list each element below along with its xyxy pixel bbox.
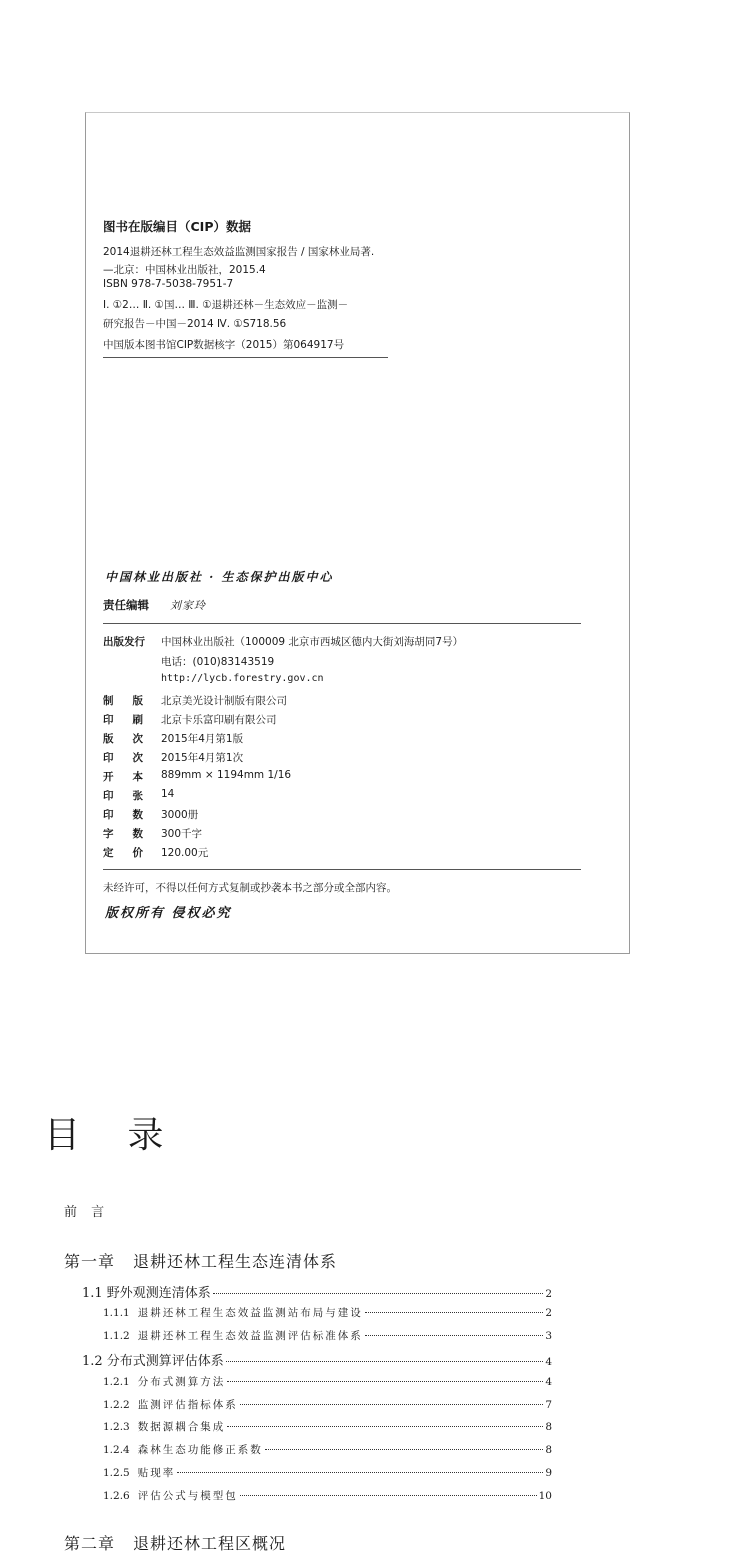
toc-entry[interactable] [103,1442,552,1457]
cip-line: —北京：中国林业出版社，2015.4 [103,264,266,276]
toc-entry[interactable] [103,1305,552,1320]
dot-leader [226,1361,544,1362]
entry-title: 数据源耦合集成 [137,1421,226,1433]
entry-title: 评估公式与模型包 [137,1490,238,1502]
chapter-number: 第一章 [64,1252,116,1271]
spec-value: 2015年4月第1版 [161,733,244,745]
toc-entry[interactable] [103,1328,552,1343]
spec-value: 北京美光设计制版有限公司 [161,695,287,707]
dot-leader [240,1404,544,1405]
dot-leader [365,1335,544,1336]
entry-number: 1.2.3 [103,1421,130,1433]
toc-entry[interactable] [103,1397,552,1412]
toc-entry[interactable] [82,1282,552,1301]
entry-page: 2 [545,1288,552,1300]
toc-chapter[interactable] [64,1249,337,1272]
entry-number: 1.2.5 [103,1467,130,1479]
dot-leader [213,1293,544,1294]
publishing-center-name: 中国林业出版社 · 生态保护出版中心 [105,570,334,584]
spec-label: 定价 [103,847,162,859]
dot-leader [227,1426,543,1427]
entry-number: 1.1 [82,1286,103,1301]
toc-entry[interactable] [103,1419,552,1434]
entry-title: 野外观测连清体系 [106,1286,211,1301]
entry-page: 9 [545,1467,552,1479]
toc-preface[interactable]: 前 言 [64,1205,110,1220]
entry-number: 1.2.6 [103,1490,130,1502]
entry-page: 4 [545,1376,552,1388]
cip-line: 研究报告－中国－2014 Ⅳ. ①S718.56 [103,318,287,330]
spec-value: 2015年4月第1次 [161,752,244,764]
toc-entry[interactable] [103,1465,552,1480]
chapter-title: 退耕还林工程区概况 [133,1534,287,1553]
entry-page: 8 [545,1444,552,1456]
cip-line: Ⅰ. ①2… Ⅱ. ①国… Ⅲ. ①退耕还林－生态效应－监测－ [103,299,349,311]
specs-top-divider [103,623,581,624]
toc-entry[interactable] [103,1374,552,1389]
spec-value: 14 [161,788,175,800]
cip-heading: 图书在版编目（CIP）数据 [103,219,251,234]
entry-page: 2 [545,1307,552,1319]
spec-value: 300千字 [161,828,203,840]
entry-title: 退耕还林工程生态效益监测评估标准体系 [137,1330,363,1342]
spec-label: 印刷 [103,714,162,726]
dot-leader [365,1312,544,1313]
chapter-title: 退耕还林工程生态连清体系 [133,1252,338,1271]
entry-page: 10 [538,1490,552,1502]
entry-title: 退耕还林工程生态效益监测站布局与建设 [137,1307,363,1319]
cip-line: ISBN 978-7-5038-7951-7 [103,278,234,290]
dot-leader [227,1381,543,1382]
dot-leader [240,1495,537,1496]
spec-value: 中国林业出版社（100009 北京市西城区德内大街刘海胡同7号） [161,636,464,648]
spec-value: 120.00元 [161,847,209,859]
chapter-number: 第二章 [64,1534,116,1553]
cip-line: 中国版本图书馆CIP数据核字（2015）第064917号 [103,339,345,351]
toc-heading: 目 录 [44,1115,182,1156]
entry-number: 1.2.1 [103,1376,130,1388]
dot-leader [177,1472,543,1473]
dot-leader [265,1449,544,1450]
specs-bottom-divider [103,869,581,870]
spec-label: 出版发行 [103,636,145,648]
entry-title: 分布式测算方法 [137,1376,226,1388]
editor-name: 刘家玲 [170,599,206,612]
spec-label: 印次 [103,752,162,764]
entry-number: 1.2 [82,1354,103,1369]
editor-label: 责任编辑 [103,598,149,612]
entry-number: 1.1.2 [103,1330,130,1342]
rights-reserved: 版权所有 侵权必究 [105,906,232,921]
entry-page: 7 [545,1399,552,1411]
spec-label: 印数 [103,809,162,821]
entry-title: 监测评估指标体系 [137,1399,238,1411]
spec-label: 字数 [103,828,162,840]
toc-entry[interactable] [103,1488,552,1503]
entry-title: 森林生态功能修正系数 [137,1444,263,1456]
entry-number: 1.1.1 [103,1307,130,1319]
entry-number: 1.2.2 [103,1399,130,1411]
entry-title: 分布式测算评估体系 [106,1354,224,1369]
spec-label: 版次 [103,733,162,745]
spec-label: 开本 [103,771,162,783]
spec-label: 印张 [103,790,162,802]
cip-line: 2014退耕还林工程生态效益监测国家报告 / 国家林业局著. [103,246,375,258]
spec-value: 电话：(010)83143519 [161,656,275,668]
entry-number: 1.2.4 [103,1444,130,1456]
spec-value: 北京卡乐富印刷有限公司 [161,714,277,726]
entry-page: 3 [545,1330,552,1342]
toc-entry[interactable] [82,1350,552,1369]
entry-title: 贴现率 [137,1467,176,1479]
toc-chapter[interactable] [64,1531,286,1554]
entry-page: 8 [545,1421,552,1433]
spec-value: http://lycb.forestry.gov.cn [161,673,324,684]
entry-page: 4 [545,1356,552,1368]
spec-label: 制版 [103,695,162,707]
copyright-notice: 未经许可，不得以任何方式复制或抄袭本书之部分或全部内容。 [103,882,397,894]
spec-value: 889mm × 1194mm 1/16 [161,769,292,781]
spec-value: 3000册 [161,809,199,821]
copyright-page [85,112,630,954]
cip-divider [103,357,388,358]
